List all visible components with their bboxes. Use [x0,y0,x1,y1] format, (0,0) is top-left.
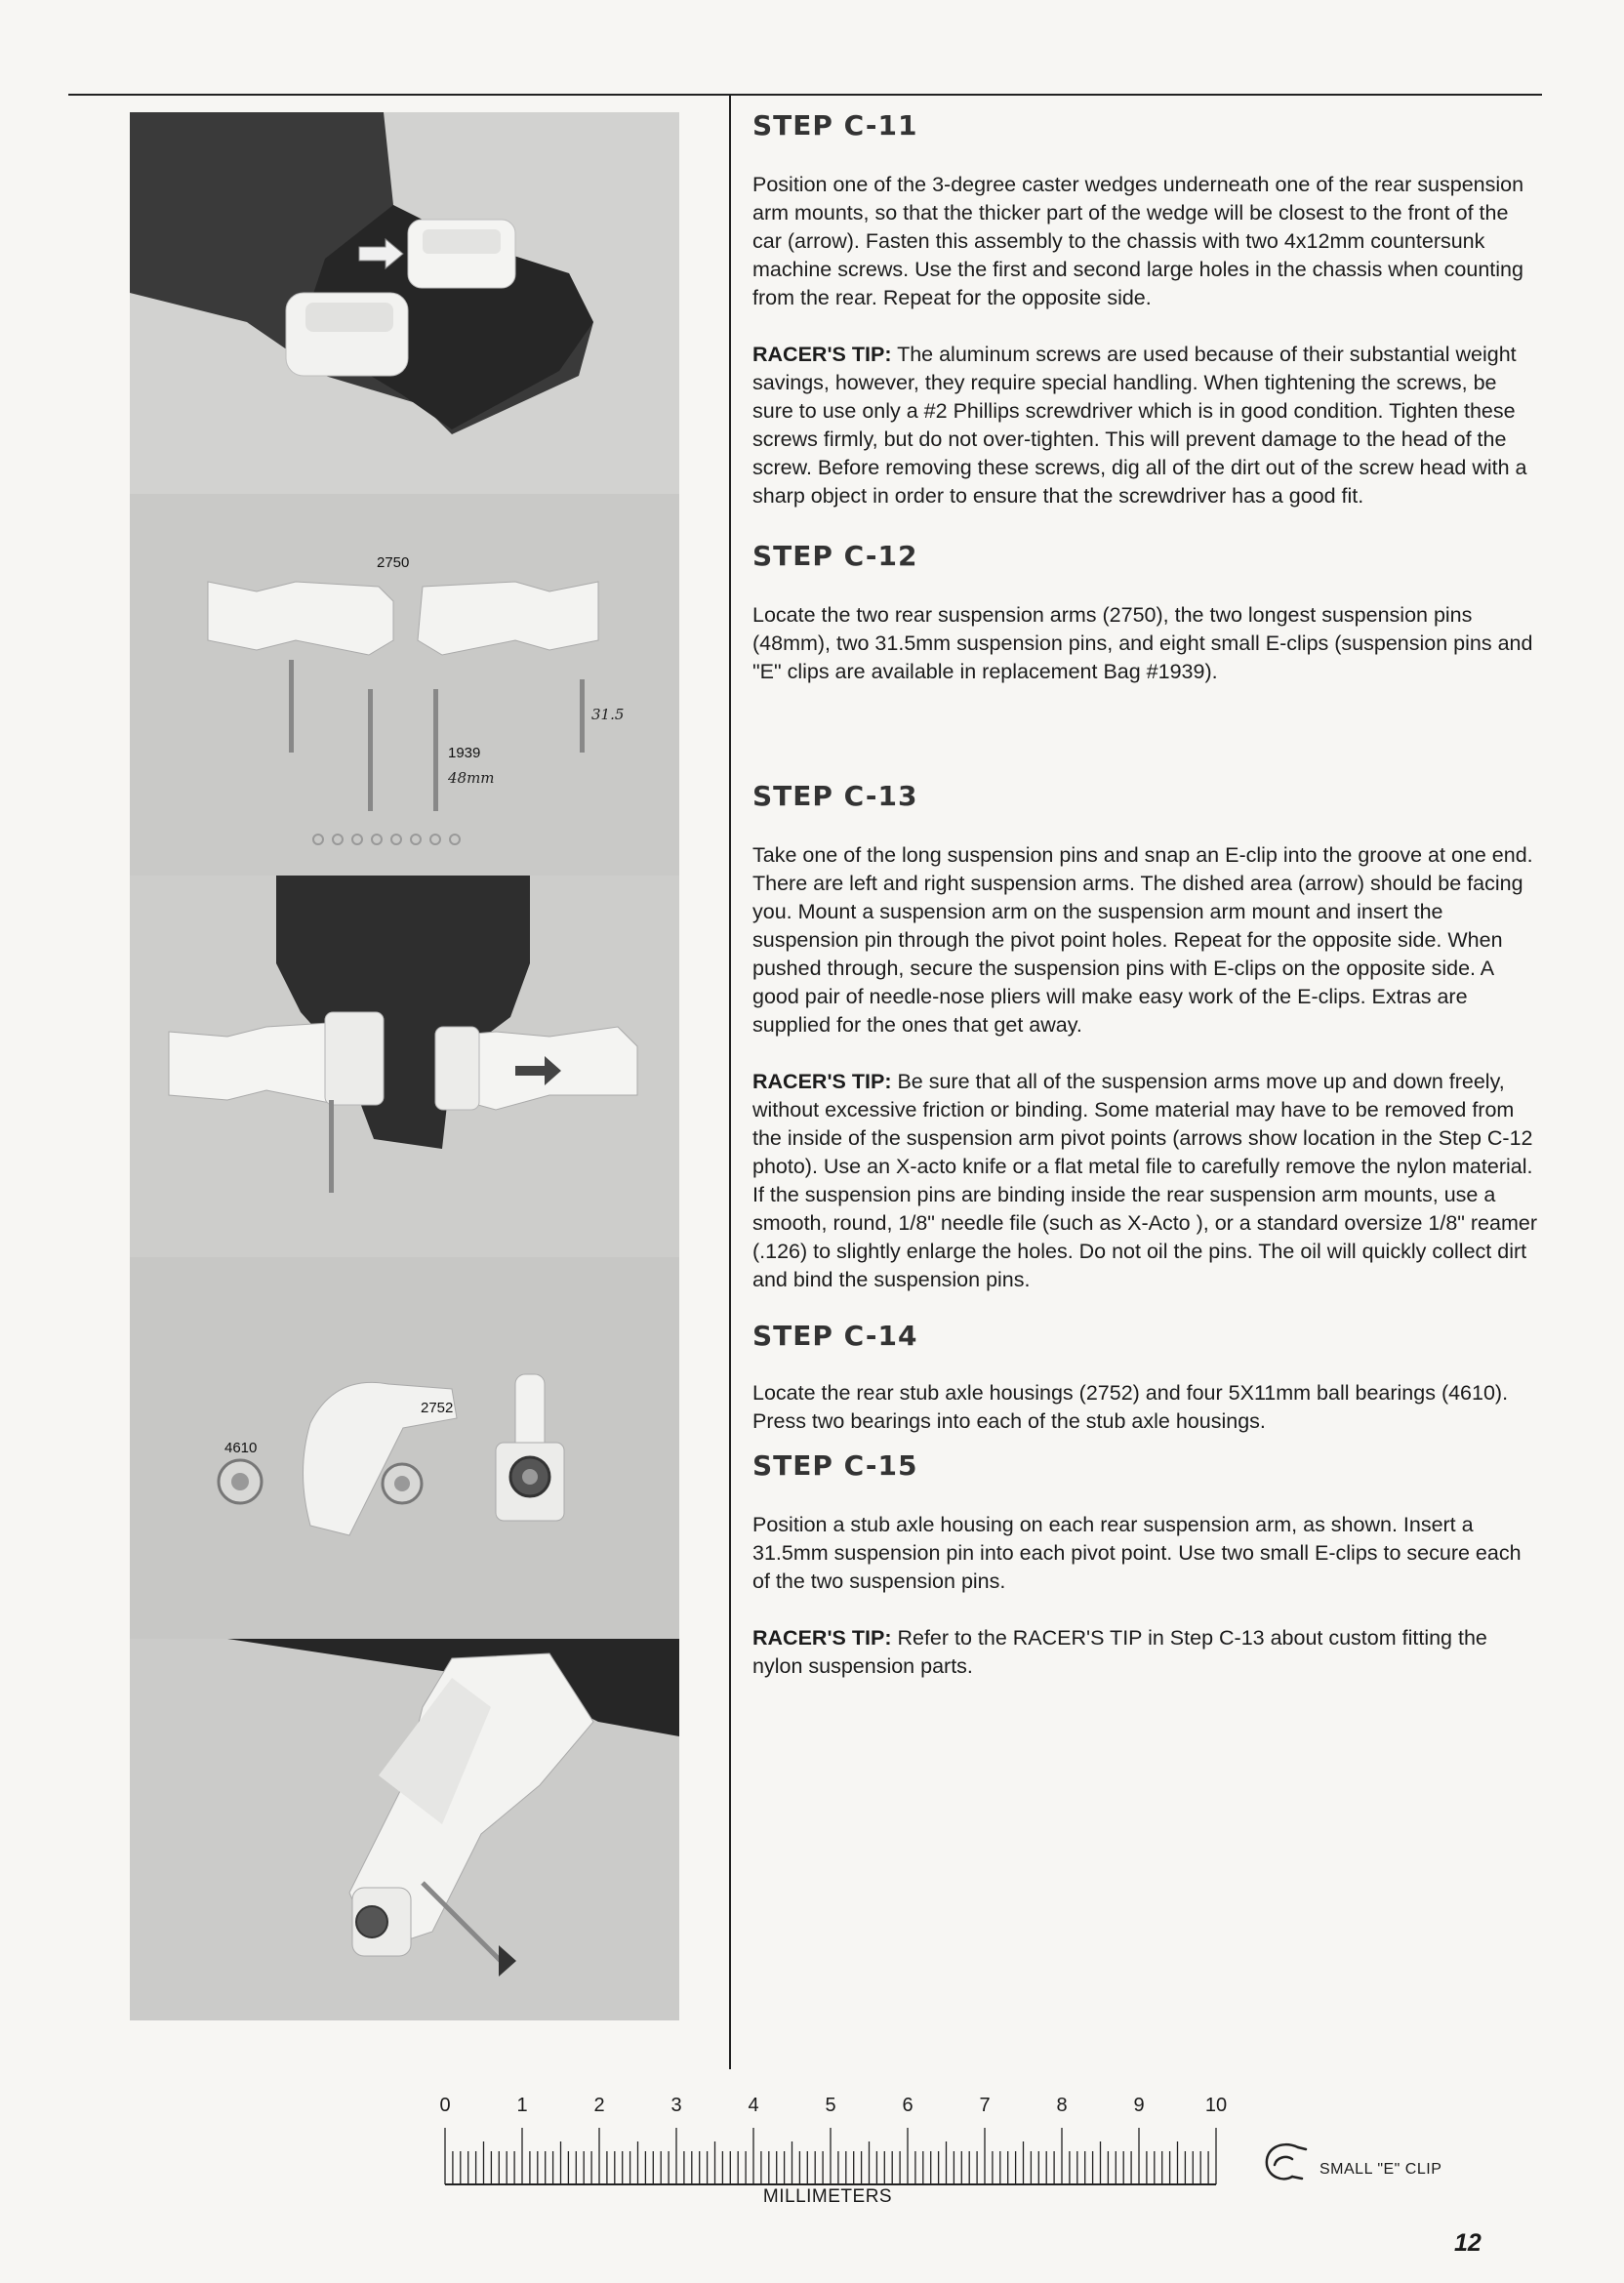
step-c15-body: Position a stub axle housing on each rear suspension arm, as shown. Insert a 31.5mm suspension pin into each pivot point. Use two small E-clips to secure each of the two suspension pins. [752,1513,1522,1593]
ruler-number: 9 [1133,2095,1145,2116]
instructions-column [752,109,1543,1681]
e-clip-caption: SMALL "E" CLIP [1320,2161,1442,2178]
part-label-1939: 1939 [448,745,481,761]
suspension-arms-image [130,494,679,876]
photo-step-c11 [130,112,679,494]
photo-step-c15 [130,1639,679,2020]
ruler-number: 2 [593,2095,605,2116]
step-c15-racers-tip [752,1624,1543,1681]
step-c12-body: Locate the two rear suspension arms (2750), the two longest suspension pins (48mm), two 31.5mm suspension pins, and eight small E-clips (suspension pins and "E" clips are available in replacement Bag #1939). [752,603,1533,683]
step-c15-title: STEP C-15 [752,1449,918,1482]
ruler-number: 4 [748,2095,759,2116]
step-c11-title: STEP C-11 [752,109,918,142]
part-label-2752: 2752 [421,1400,454,1416]
ruler-number: 7 [979,2095,991,2116]
racers-tip-text: Be sure that all of the suspension arms move up and down freely, without excessive friction or binding. Some material may have to be removed from the inside of the suspension arm pivot points (arrows show location in the Step C-12 photo). Use an X-acto knife or a flat metal file to carefully remove the nylon material. If the suspension pins are binding inside the rear suspension arm mounts, use a smooth, round, 1/8" needle file (such as X-Acto ), or a standard oversize 1/8" reamer (.126) to slightly enlarge the holes. Do not oil the pins. The oil will quickly collect dirt and bind the suspension pins. [752,1070,1537,1291]
racers-tip-text: The aluminum screws are used because of their substantial weight savings, however, they require special handling. When tightening the screws, be sure to use only a #2 Phillips screwdriver which is in good condition. Tighten these screws firmly, but do not over-tighten. This will prevent damage to the head of the screw. Before removing these screws, dig all of the dirt out of the screw head with a sharp object in order to ensure that the screwdriver has a good fit. [752,343,1527,508]
small-e-clip-figure [1259,2136,1513,2194]
photo-step-c14 [130,1257,679,1639]
part-label-2750: 2750 [377,554,410,571]
ruler-number: 0 [439,2095,451,2116]
racers-tip-text: Refer to the RACER'S TIP in Step C-13 about custom fitting the nylon suspension parts. [752,1626,1487,1678]
ruler-ticks [437,2122,1218,2186]
racers-tip-label: RACER'S TIP: [752,343,892,366]
column-divider [729,94,731,2069]
step-c11-racers-tip [752,341,1543,510]
step-c11-body: Position one of the 3-degree caster wedges underneath one of the rear suspension arm mounts, so that the thicker part of the wedge will be closest to the front of the car (arrow). Fasten this assembly to the chassis with two 4x12mm countersunk machine screws. Use the first and second large holes in the chassis when counting from the rear. Repeat for the opposite side. [752,173,1524,309]
step-c12-title: STEP C-12 [752,540,918,572]
part-label-4610: 4610 [224,1440,258,1456]
step-c13-body: Take one of the long suspension pins and snap an E-clip into the groove at one end. There are left and right suspension arms. The dished area (arrow) should be facing you. Mount a suspension arm on the suspension arm mount and insert the suspension pin through the pivot point holes. Repeat for the opposite side. When pushed through, secure the suspension pins with E-clips on the opposite side. A good pair of needle-nose pliers will make easy work of the E-clips. Extras are supplied for the ones that get away. [752,843,1533,1037]
step-c13-title: STEP C-13 [752,780,918,812]
photo-step-c12 [130,494,679,876]
step-c13-racers-tip [752,1068,1543,1294]
page-number: 12 [1454,2229,1482,2257]
e-clip-icon [1259,2136,1318,2194]
photo-step-c13 [130,876,679,1257]
step-c14-body: Locate the rear stub axle housings (2752) and four 5X11mm ball bearings (4610). Press two bearings into each of the stub axle housings. [752,1381,1509,1433]
millimeter-ruler [437,2095,1228,2207]
handwritten-note-31-5: 31.5 [591,706,625,723]
top-rule [68,94,1542,96]
ruler-unit-label: MILLIMETERS [762,2186,893,2207]
caster-wedge-image [130,112,679,494]
step-c14-title: STEP C-14 [752,1320,918,1352]
stub-axle-bearings-image [130,1257,679,1639]
ruler-number: 8 [1056,2095,1068,2116]
racers-tip-label: RACER'S TIP: [752,1070,892,1093]
arms-mounted-image [130,876,679,1257]
ruler-number: 3 [670,2095,682,2116]
ruler-number: 5 [825,2095,836,2116]
ruler-number: 6 [902,2095,914,2116]
ruler-number: 1 [516,2095,528,2116]
handwritten-note-48mm: 48mm [448,769,495,787]
ruler-number: 10 [1204,2095,1228,2116]
racers-tip-label: RACER'S TIP: [752,1626,892,1650]
housing-on-arm-image [130,1639,679,2020]
photo-column [130,112,679,2020]
